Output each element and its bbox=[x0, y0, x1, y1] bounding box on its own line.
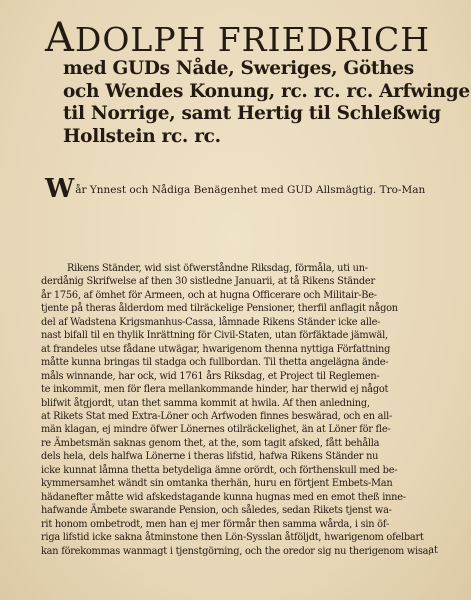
body-line: at frandeles utse fådane utwägar, hwarigenom thenna nyttiga Författning bbox=[41, 343, 391, 355]
body-line: år 1756, af ömhet för Armeen, och at hugna Officerare och Militair-Be- bbox=[41, 289, 377, 301]
body-line: riga lifstid icke sakna åtminstone then Lön-Sysslan åtföljdt, hwarigenom ofelbart bbox=[41, 532, 424, 544]
body-line: hädanefter måtte wid afskedstagande kunna hugnas med en emot theß inne- bbox=[41, 491, 406, 503]
body-line: måls winnande, har ock, wid 1761 års Riksdag, et Project til Reglemen- bbox=[41, 370, 380, 382]
body-line: tjente på theras ålderdom med tilräckelige Pensioner, therfil anflagit någon bbox=[41, 303, 398, 315]
body-text bbox=[41, 262, 461, 558]
body-line: at Rikets Stat med Extra-Löner och Arfwoden finnes beswärad, och en all- bbox=[41, 410, 393, 422]
body-line: del af Wadstena Krigsmanhus-Cassa, låmnade Rikens Ständer icke alle- bbox=[41, 316, 381, 328]
body-line: måtte kunna bringas til stadga och fullbordan. Til thetta angelägna ände- bbox=[41, 357, 389, 369]
body-line: rit honom ombetrodt, men han ej mer förmår then samma wårda, i sin öf- bbox=[41, 518, 389, 530]
body-line: re Ämbetsmän saknas genom thet, at the, som tagit afsked, fått behålla bbox=[41, 437, 380, 449]
body-line: derdånig Skrifwelse af then 30 sistledne Januarii, at tå Rikens Ständer bbox=[41, 276, 375, 288]
body-line: blifwit åtgjordt, utan thet samma kommit at hwila. Af then anledning, bbox=[41, 397, 370, 409]
body-line: kymmersamhet wändt sin omtanka therhän, huru en förtjent Embets-Man bbox=[41, 478, 393, 490]
salutation-text: år Ynnest och Nådiga Benägenhet med GUD Allsmägtig. Tro-Man bbox=[75, 184, 426, 196]
body-line: kan förekommas wanmagt i tjenstgörning, och the oredor sig nu therigenom wisa, bbox=[41, 545, 432, 557]
body-line: dels hela, dels halfwa Lönerne i theras lifstid, hafwa Rikens Ständer nu bbox=[41, 451, 379, 463]
subtitle-line: til Norrige, samt Hertig til Schleßwig bbox=[63, 103, 441, 124]
body-line: hafwande Ämbete swarande Pension, och således, sedan Rikets tjenst wa- bbox=[41, 505, 392, 517]
catchword: at bbox=[428, 545, 438, 556]
page-title bbox=[45, 15, 455, 61]
body-line: te inkommit, men för flera mellankommande hinder, har therwid ej något bbox=[41, 384, 389, 396]
subtitle-line: och Wendes Konung, rc. rc. rc. Arfwinge bbox=[63, 80, 470, 102]
body-line: icke kunnat låmna thetta betydeliga ämne orördt, och förthenskull med be- bbox=[41, 464, 398, 476]
body-line: nast bifall til en thylik Inrättning för Civil-Staten, utan förfäktade jämwäl, bbox=[41, 330, 388, 342]
title-initial: A bbox=[45, 15, 75, 61]
subtitle-line: med GUDs Nåde, Sweriges, Göthes bbox=[63, 58, 414, 79]
salutation bbox=[45, 174, 465, 204]
subtitle-line: Hollstein rc. rc. bbox=[63, 125, 221, 147]
body-line: Rikens Ständer, wid sist öfwerståndne Riksdag, förmåla, uti un- bbox=[67, 263, 368, 274]
royal-titles bbox=[63, 58, 470, 148]
body-line: män klagan, ej mindre öfwer Lönernes otilräckelighet, än at Löner för fle- bbox=[41, 424, 391, 436]
title-rest: DOLPH FRIEDRICH bbox=[74, 20, 431, 59]
salutation-initial: W bbox=[45, 174, 75, 204]
